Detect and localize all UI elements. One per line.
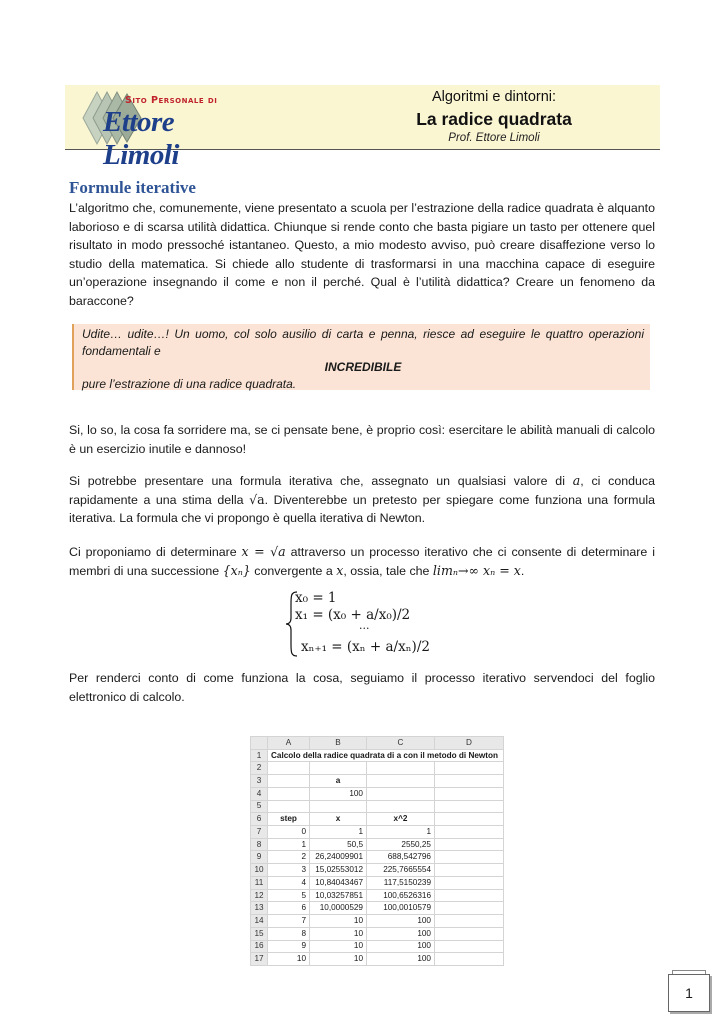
- cell[interactable]: [435, 826, 504, 839]
- p4-text-a: Ci proponiamo di determinare: [69, 545, 242, 559]
- data-cell[interactable]: 100: [367, 927, 435, 940]
- table-row: [251, 826, 504, 839]
- row-number[interactable]: 1: [251, 749, 268, 762]
- data-cell[interactable]: 4: [268, 876, 310, 889]
- cell[interactable]: [435, 762, 504, 775]
- cell[interactable]: [435, 876, 504, 889]
- sheet-title-cell[interactable]: Calcolo della radice quadrata di a con il metodo di Newton: [268, 749, 504, 762]
- data-cell[interactable]: 10: [310, 915, 367, 928]
- table-row: [251, 775, 504, 788]
- data-cell[interactable]: 100: [367, 940, 435, 953]
- data-cell[interactable]: 3: [268, 864, 310, 877]
- data-cell[interactable]: 10,0000529: [310, 902, 367, 915]
- equation-2: x₁ = (x₀ + a/x₀)/2: [295, 607, 411, 623]
- table-row: [251, 838, 504, 851]
- data-cell[interactable]: 0: [268, 826, 310, 839]
- data-cell[interactable]: 8: [268, 927, 310, 940]
- table-row: [251, 749, 504, 762]
- cell[interactable]: [435, 787, 504, 800]
- data-cell[interactable]: 1: [367, 826, 435, 839]
- data-cell[interactable]: 100,0010579: [367, 902, 435, 915]
- data-cell[interactable]: 1: [310, 826, 367, 839]
- cell[interactable]: [268, 787, 310, 800]
- a-value-cell[interactable]: 100: [310, 787, 367, 800]
- table-row: [251, 787, 504, 800]
- data-cell[interactable]: 100,6526316: [367, 889, 435, 902]
- paragraph-formula: [69, 472, 655, 528]
- cell[interactable]: [310, 762, 367, 775]
- cell[interactable]: [435, 775, 504, 788]
- p3-text-c: . Diventerebbe un pretesto per spiegare come funziona una formula iterativa. La formula che vi propongo è quella iterativa di Newton.: [69, 492, 655, 526]
- paragraph-spreadsheet: Per renderci conto di come funziona la cosa, seguiamo il processo iterativo servendoci del foglio elettronico di calcolo.: [69, 671, 655, 704]
- header-subtitle: Algoritmi e dintorni:: [431, 89, 557, 105]
- data-cell[interactable]: 117,5150239: [367, 876, 435, 889]
- cell[interactable]: [435, 915, 504, 928]
- cell[interactable]: [435, 953, 504, 966]
- table-row: [251, 927, 504, 940]
- site-logo[interactable]: [73, 88, 233, 171]
- a-label-cell[interactable]: a: [310, 775, 367, 788]
- table-row: [251, 953, 504, 966]
- cell[interactable]: [435, 940, 504, 953]
- cell[interactable]: [310, 800, 367, 813]
- data-cell[interactable]: 1: [268, 838, 310, 851]
- logo-name-text: Ettore Limoli: [103, 106, 179, 171]
- p4-equation: x = √a: [241, 544, 286, 559]
- row-number[interactable]: 16: [251, 940, 268, 953]
- equation-ellipsis: ···: [359, 622, 370, 635]
- cell[interactable]: [367, 775, 435, 788]
- data-cell[interactable]: 7: [268, 915, 310, 928]
- row-number[interactable]: 15: [251, 927, 268, 940]
- sheet-header-row: [251, 737, 504, 750]
- row-number[interactable]: 11: [251, 876, 268, 889]
- cell[interactable]: [435, 813, 504, 826]
- data-cell[interactable]: 688,542796: [367, 851, 435, 864]
- data-cell[interactable]: 225,7665554: [367, 864, 435, 877]
- data-cell[interactable]: 9: [268, 940, 310, 953]
- document-header: [65, 85, 660, 171]
- cell[interactable]: [435, 889, 504, 902]
- row-number[interactable]: 2: [251, 762, 268, 775]
- data-cell[interactable]: 6: [268, 902, 310, 915]
- table-row: [251, 915, 504, 928]
- table-row: [251, 889, 504, 902]
- cell[interactable]: [435, 851, 504, 864]
- row-number[interactable]: 3: [251, 775, 268, 788]
- p3-var-a: a: [572, 473, 581, 488]
- header-author: Prof. Ettore Limoli: [448, 132, 540, 144]
- row-number[interactable]: 14: [251, 915, 268, 928]
- row-number[interactable]: 5: [251, 800, 268, 813]
- p3-text-b: , ci conduca rapidamente a una stima della: [69, 474, 656, 507]
- data-cell[interactable]: 10: [310, 953, 367, 966]
- x2-header-cell[interactable]: x^2: [367, 813, 435, 826]
- col-header-b[interactable]: B: [310, 737, 367, 750]
- data-cell[interactable]: 2550,25: [367, 838, 435, 851]
- p4-text-b: attraverso un processo iterativo che ci consente di determinare i membri di una successione: [69, 545, 655, 578]
- equation-1: x₀ = 1: [295, 590, 337, 606]
- row-number[interactable]: 12: [251, 889, 268, 902]
- step-header-cell[interactable]: step: [268, 813, 310, 826]
- col-header-a[interactable]: A: [268, 737, 310, 750]
- data-cell[interactable]: 15,02553012: [310, 864, 367, 877]
- sheet-corner[interactable]: [251, 737, 268, 750]
- quote-line-3: pure l’estrazione di una radice quadrata.: [82, 376, 297, 391]
- col-header-c[interactable]: C: [367, 737, 435, 750]
- data-cell[interactable]: 26,24009901: [310, 851, 367, 864]
- logo-top-text: Sito Personale di: [125, 95, 218, 106]
- cell[interactable]: [268, 775, 310, 788]
- row-number[interactable]: 13: [251, 902, 268, 915]
- quote-emphasis: INCREDIBILE: [324, 360, 402, 374]
- data-cell[interactable]: 2: [268, 851, 310, 864]
- iteration-system: [285, 590, 475, 658]
- spreadsheet: [250, 736, 504, 966]
- cell[interactable]: [435, 800, 504, 813]
- data-cell[interactable]: 10: [268, 953, 310, 966]
- data-cell[interactable]: 10,03257851: [310, 889, 367, 902]
- data-cell[interactable]: 100: [367, 953, 435, 966]
- cell[interactable]: [435, 838, 504, 851]
- p4-sequence: {xₙ}: [222, 562, 251, 578]
- quote-line-1: Udite… udite…! Un uomo, col solo ausilio di carta e penna, riesce ad eseguire le quattro operazioni fondamentali e: [82, 327, 644, 358]
- section-title: Formule iterative: [69, 178, 196, 197]
- row-number[interactable]: 8: [251, 838, 268, 851]
- table-row: [251, 800, 504, 813]
- equation-4: xₙ₊₁ = (xₙ + a/xₙ)/2: [301, 639, 430, 655]
- sheet-data-rows: [251, 826, 504, 966]
- cell[interactable]: [268, 762, 310, 775]
- cell[interactable]: [268, 800, 310, 813]
- row-number[interactable]: 6: [251, 813, 268, 826]
- cell[interactable]: [367, 787, 435, 800]
- header-title: La radice quadrata: [416, 109, 572, 129]
- paragraph-intro: L’algoritmo che, comunemente, viene presentato a scuola per l’estrazione della radice quadrata è alquanto laborioso e di scarsa utilità didattica. Chiunque si rende conto che basta pigiare un tasto per ottenere quel risultato in modo pressoché istantaneo. Questo, a mio modesto avviso, può creare disaffezione verso lo studio della matematica. Si chiede allo studente di trasformarsi in una macchina capace di eseguire un’operazione insegnando il come e non il perché. Qual è l’utilità didattica? Creare un fenomeno da baraccone?: [69, 201, 655, 308]
- table-row: [251, 902, 504, 915]
- table-row: [251, 851, 504, 864]
- row-number[interactable]: 4: [251, 787, 268, 800]
- p4-limit: limₙ→∞ xₙ = x: [432, 562, 521, 578]
- data-cell[interactable]: 10,84043467: [310, 876, 367, 889]
- data-cell[interactable]: 100: [367, 915, 435, 928]
- col-header-d[interactable]: D: [435, 737, 504, 750]
- x-header-cell[interactable]: x: [310, 813, 367, 826]
- cell[interactable]: [435, 927, 504, 940]
- page-number: 1: [668, 974, 710, 1012]
- row-number[interactable]: 17: [251, 953, 268, 966]
- p4-var-x: x: [336, 562, 344, 578]
- table-row: [251, 864, 504, 877]
- cell[interactable]: [435, 864, 504, 877]
- row-number[interactable]: 9: [251, 851, 268, 864]
- p4-text-e: .: [520, 563, 525, 578]
- cell[interactable]: [367, 762, 435, 775]
- p3-text-a: Si potrebbe presentare una formula iterativa che, assegnato un qualsiasi valore di: [69, 474, 573, 488]
- quote-box: [72, 324, 650, 390]
- table-row: [251, 762, 504, 775]
- cell[interactable]: [367, 800, 435, 813]
- p3-sqrt-a: √a: [249, 491, 265, 507]
- data-cell[interactable]: 10: [310, 940, 367, 953]
- table-row: [251, 813, 504, 826]
- table-row: [251, 876, 504, 889]
- data-cell[interactable]: 10: [310, 927, 367, 940]
- p4-text-d: , ossia, tale che: [343, 563, 433, 578]
- paragraph-exercise: Si, lo so, la cosa fa sorridere ma, se ci pensate bene, è proprio così: esercitare le abilità manuali di calcolo è un esercizio inutile e dannoso!: [69, 423, 655, 456]
- data-cell[interactable]: 5: [268, 889, 310, 902]
- p4-text-c: convergente a: [250, 563, 337, 578]
- row-number[interactable]: 7: [251, 826, 268, 839]
- row-number[interactable]: 10: [251, 864, 268, 877]
- data-cell[interactable]: 50,5: [310, 838, 367, 851]
- paragraph-sequence: [69, 543, 655, 580]
- table-row: [251, 940, 504, 953]
- header-titles: [344, 87, 644, 147]
- cell[interactable]: [435, 902, 504, 915]
